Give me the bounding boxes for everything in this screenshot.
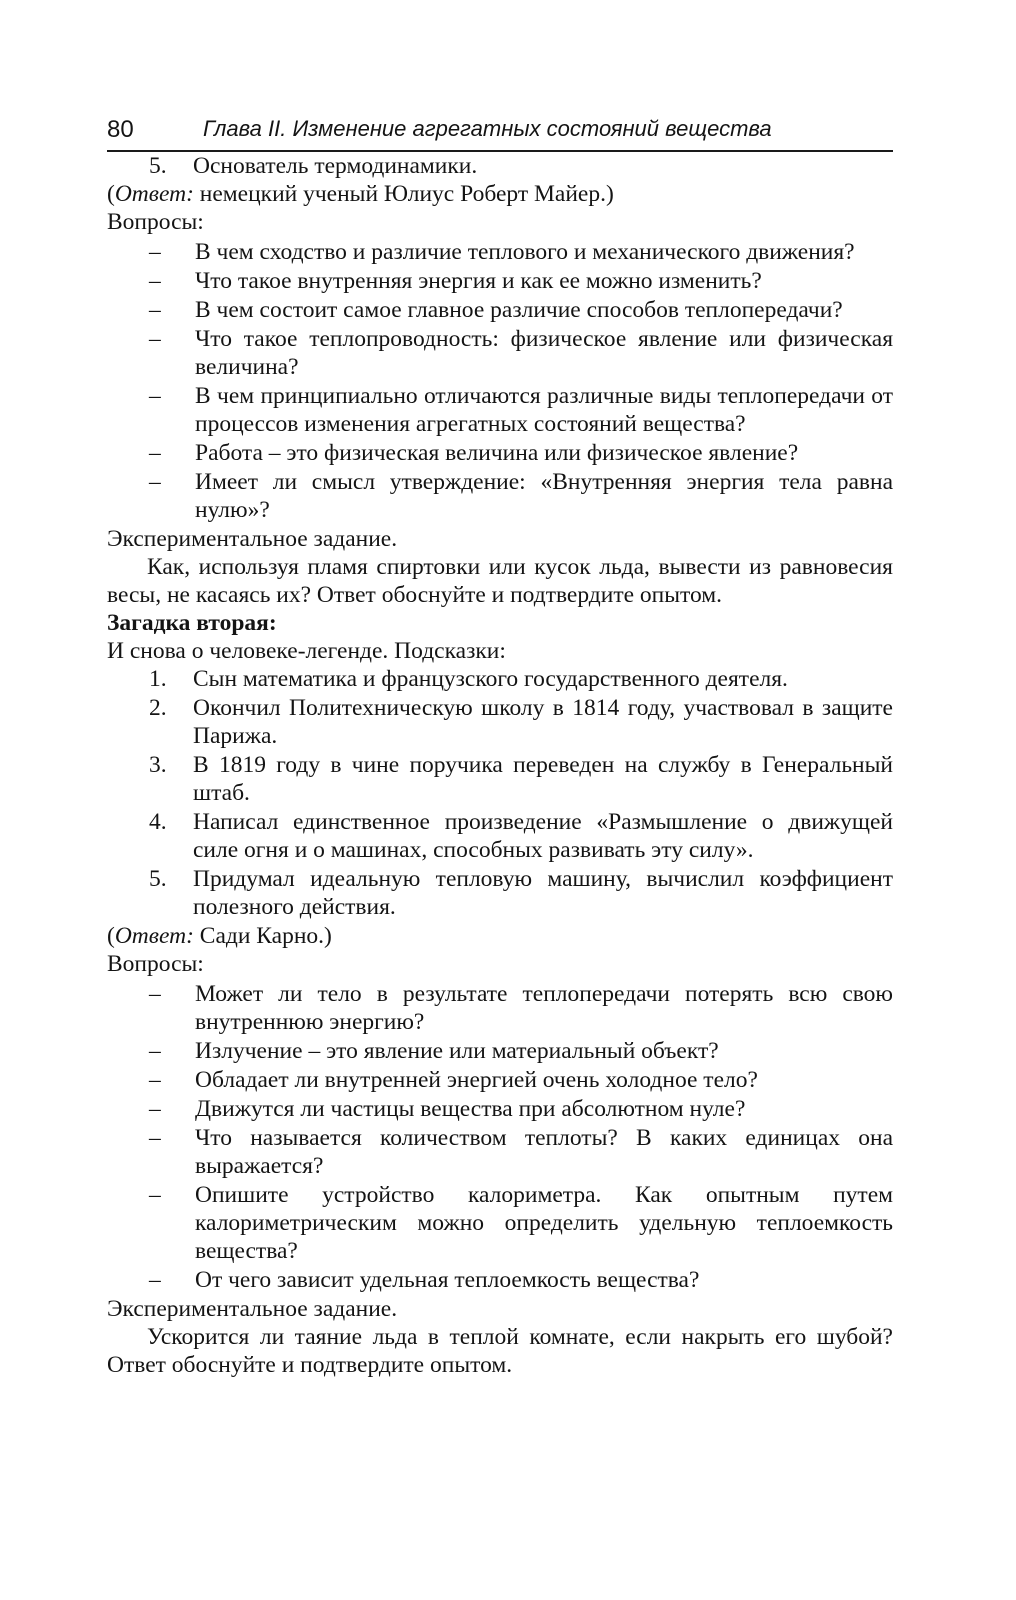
question-item	[107, 1095, 893, 1123]
question-item	[107, 1037, 893, 1065]
question-text: Работа – это физическая величина или физическое явление?	[195, 440, 799, 466]
dash-marker: –	[149, 383, 161, 409]
question-text: Что такое теплопроводность: физическое явление или физическая величина?	[195, 326, 893, 380]
hint-item	[107, 865, 893, 921]
question-text: В чем сходство и различие теплового и механического движения?	[195, 239, 855, 265]
question-item	[107, 980, 893, 1036]
hint-text: В 1819 году в чине поручика переведен на службу в Генеральный штаб.	[193, 752, 893, 806]
question-item	[107, 1124, 893, 1180]
page-content	[107, 152, 893, 1379]
dash-marker: –	[149, 1096, 161, 1122]
page-header	[107, 114, 893, 152]
hint-item	[107, 808, 893, 864]
hint-text: Основатель термодинамики.	[193, 153, 478, 179]
answer-line-2	[107, 922, 893, 950]
question-text: Что такое внутренняя энергия и как ее можно изменить?	[195, 268, 762, 294]
page-number: 80	[107, 116, 134, 143]
question-text: В чем состоит самое главное различие способов теплопередачи?	[195, 297, 843, 323]
experiment-label-2: Экспериментальное задание.	[107, 1296, 398, 1322]
answer-label: Ответ:	[114, 923, 194, 949]
questions-label-1: Вопросы:	[107, 209, 204, 235]
hint-item	[107, 751, 893, 807]
dash-marker: –	[149, 297, 161, 323]
question-item	[107, 238, 893, 266]
hint-item	[107, 665, 893, 693]
answer-text: немецкий ученый Юлиус Роберт Майер.)	[193, 181, 614, 207]
question-text: Обладает ли внутренней энергией очень холодное тело?	[195, 1067, 758, 1093]
experiment-text-2: Ускорится ли таяние льда в теплой комнате, если накрыть его шубой? Ответ обоснуйте и подтвердите опытом.	[107, 1324, 893, 1378]
question-item	[107, 382, 893, 438]
question-item	[107, 267, 893, 295]
hint-text: Сын математика и французского государственного деятеля.	[193, 666, 788, 692]
question-item	[107, 1066, 893, 1094]
question-text: В чем принципиально отличаются различные виды теплопередачи от процессов изменения агрегатных состояний вещества?	[195, 383, 893, 437]
questions-list-1	[107, 238, 893, 524]
dash-marker: –	[149, 326, 161, 352]
dash-marker: –	[149, 1125, 161, 1151]
dash-marker: –	[149, 1182, 161, 1208]
hint-number: 5.	[149, 153, 167, 179]
dash-marker: –	[149, 268, 161, 294]
answer-label: Ответ:	[114, 181, 194, 207]
dash-marker: –	[149, 981, 161, 1007]
hint-text: Придумал идеальную тепловую машину, вычислил коэффициент полезного действия.	[193, 866, 893, 920]
dash-marker: –	[149, 239, 161, 265]
questions-list-2	[107, 980, 893, 1294]
hint-number: 4.	[149, 809, 167, 835]
question-text: Что называется количеством теплоты? В каких единицах она выражается?	[195, 1125, 893, 1179]
question-text: Излучение – это явление или материальный объект?	[195, 1038, 719, 1064]
question-item	[107, 325, 893, 381]
hint-number: 3.	[149, 752, 167, 778]
dash-marker: –	[149, 1038, 161, 1064]
question-text: Опишите устройство калориметра. Как опытным путем калориметрическим можно определить удельную теплоемкость вещества?	[195, 1182, 893, 1264]
hint-number: 5.	[149, 866, 167, 892]
hint-text: Написал единственное произведение «Размышление о движущей силе огня и о машинах, способных развивать эту силу».	[193, 809, 893, 863]
hint-number: 2.	[149, 695, 167, 721]
question-item	[107, 439, 893, 467]
riddle-intro: И снова о человеке-легенде. Подсказки:	[107, 638, 506, 664]
dash-marker: –	[149, 440, 161, 466]
question-text: Имеет ли смысл утверждение: «Внутренняя энергия тела равна нулю»?	[195, 469, 893, 523]
hints-list	[107, 665, 893, 921]
dash-marker: –	[149, 469, 161, 495]
question-item	[107, 468, 893, 524]
question-item	[107, 1181, 893, 1265]
question-text: Может ли тело в результате теплопередачи потерять всю свою внутреннюю энергию?	[195, 981, 893, 1035]
answer-paren: (	[107, 923, 115, 949]
hint-number: 1.	[149, 666, 167, 692]
hint-text: Окончил Политехническую школу в 1814 году, участвовал в защите Парижа.	[193, 695, 893, 749]
dash-marker: –	[149, 1067, 161, 1093]
riddle-title: Загадка вторая:	[107, 610, 277, 636]
running-title: Глава II. Изменение агрегатных состояний вещества	[203, 116, 772, 141]
question-text: Движутся ли частицы вещества при абсолютном нуле?	[195, 1096, 746, 1122]
hint-item-5	[107, 152, 893, 180]
dash-marker: –	[149, 1267, 161, 1293]
answer-text: Сади Карно.)	[193, 923, 332, 949]
questions-label-2: Вопросы:	[107, 951, 204, 977]
question-text: От чего зависит удельная теплоемкость вещества?	[195, 1267, 700, 1293]
experiment-text-1: Как, используя пламя спиртовки или кусок льда, вывести из равновесия весы, не касаясь их? Ответ обоснуйте и подтвердите опытом.	[107, 554, 893, 608]
answer-paren: (	[107, 181, 115, 207]
answer-line-1	[107, 180, 893, 208]
hint-item	[107, 694, 893, 750]
question-item	[107, 1266, 893, 1294]
experiment-label-1: Экспериментальное задание.	[107, 526, 398, 552]
question-item	[107, 296, 893, 324]
